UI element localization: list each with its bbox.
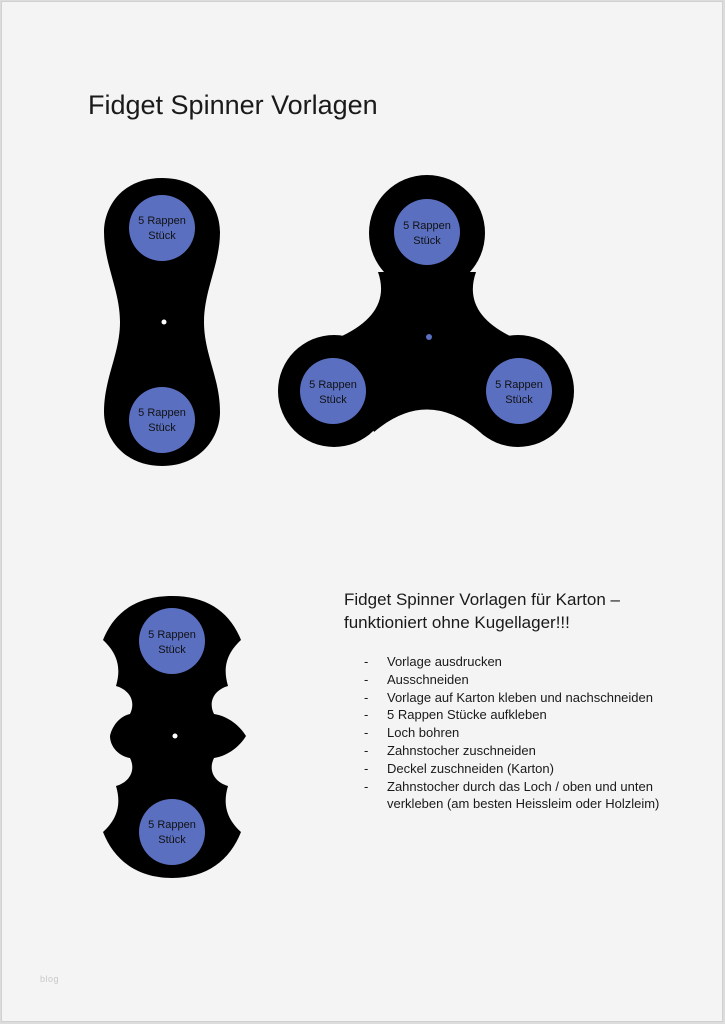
step-text: 5 Rappen Stücke aufkleben <box>387 707 547 723</box>
coin-label-line1: 5 Rappen <box>138 215 186 227</box>
coin-label-line1: 5 Rappen <box>138 407 186 419</box>
center-hole <box>173 734 178 739</box>
list-bullet: - <box>364 725 369 741</box>
coin-label-line2: Stück <box>158 644 186 656</box>
coin-label-line2: Stück <box>413 235 441 247</box>
spinner-three-lobe <box>278 175 574 447</box>
coin-label-line1: 5 Rappen <box>403 220 451 232</box>
instructions-list <box>364 653 687 813</box>
coin-label-line2: Stück <box>319 394 347 406</box>
list-item <box>364 671 687 689</box>
coin-circle <box>129 387 195 453</box>
list-bullet: - <box>364 654 369 669</box>
spinner-bat <box>103 596 246 878</box>
coin-circle <box>394 199 460 265</box>
step-text: Zahnstocher zuschneiden <box>387 742 536 758</box>
coin-label-line2: Stück <box>148 422 176 434</box>
spinner-templates <box>2 2 723 1022</box>
coin-label-line1: 5 Rappen <box>495 379 543 391</box>
instructions-heading-line2: funktioniert ohne Kugellager!!! <box>344 613 570 632</box>
center-hole <box>426 334 432 340</box>
coin-circle <box>486 358 552 424</box>
step-text: Zahnstocher durch das Loch / oben und unten verkleben (am besten Heissleim oder Holzleim) <box>387 778 660 812</box>
coin-circle <box>129 195 195 261</box>
spinner-two-lobe <box>104 178 220 466</box>
step-text: Ausschneiden <box>387 671 469 687</box>
coin-label-line1: 5 Rappen <box>148 629 196 641</box>
step-text: Vorlage auf Karton kleben und nachschneiden <box>387 689 653 705</box>
coin-label-line2: Stück <box>148 230 176 242</box>
list-item <box>364 653 687 671</box>
list-item <box>364 778 687 814</box>
list-bullet: - <box>364 778 369 794</box>
step-text: Loch bohren <box>387 725 460 741</box>
coin-label-line1: 5 Rappen <box>309 379 357 391</box>
list-bullet: - <box>364 742 369 758</box>
list-item <box>364 706 687 724</box>
coin-circle <box>139 608 205 674</box>
list-bullet: - <box>364 689 369 705</box>
coin-label-line1: 5 Rappen <box>148 819 196 831</box>
list-item <box>364 689 687 707</box>
instructions-heading-line1: Fidget Spinner Vorlagen für Karton – <box>344 590 620 609</box>
list-bullet: - <box>364 671 369 687</box>
instructions-heading <box>344 588 620 634</box>
coin-circle <box>300 358 366 424</box>
document-page <box>1 1 723 1022</box>
coin-label-line2: Stück <box>158 834 186 846</box>
list-item <box>364 760 687 778</box>
page-title: Fidget Spinner Vorlagen <box>88 90 378 120</box>
step-text: Deckel zuschneiden (Karton) <box>387 760 554 776</box>
list-bullet: - <box>364 707 369 723</box>
step-text: Vorlage ausdrucken <box>387 654 502 669</box>
coin-label-line2: Stück <box>505 394 533 406</box>
list-bullet: - <box>364 760 369 776</box>
watermark: blog <box>40 974 60 984</box>
center-hole <box>162 320 167 325</box>
list-item <box>364 724 687 742</box>
coin-circle <box>139 799 205 865</box>
list-item <box>364 742 687 760</box>
